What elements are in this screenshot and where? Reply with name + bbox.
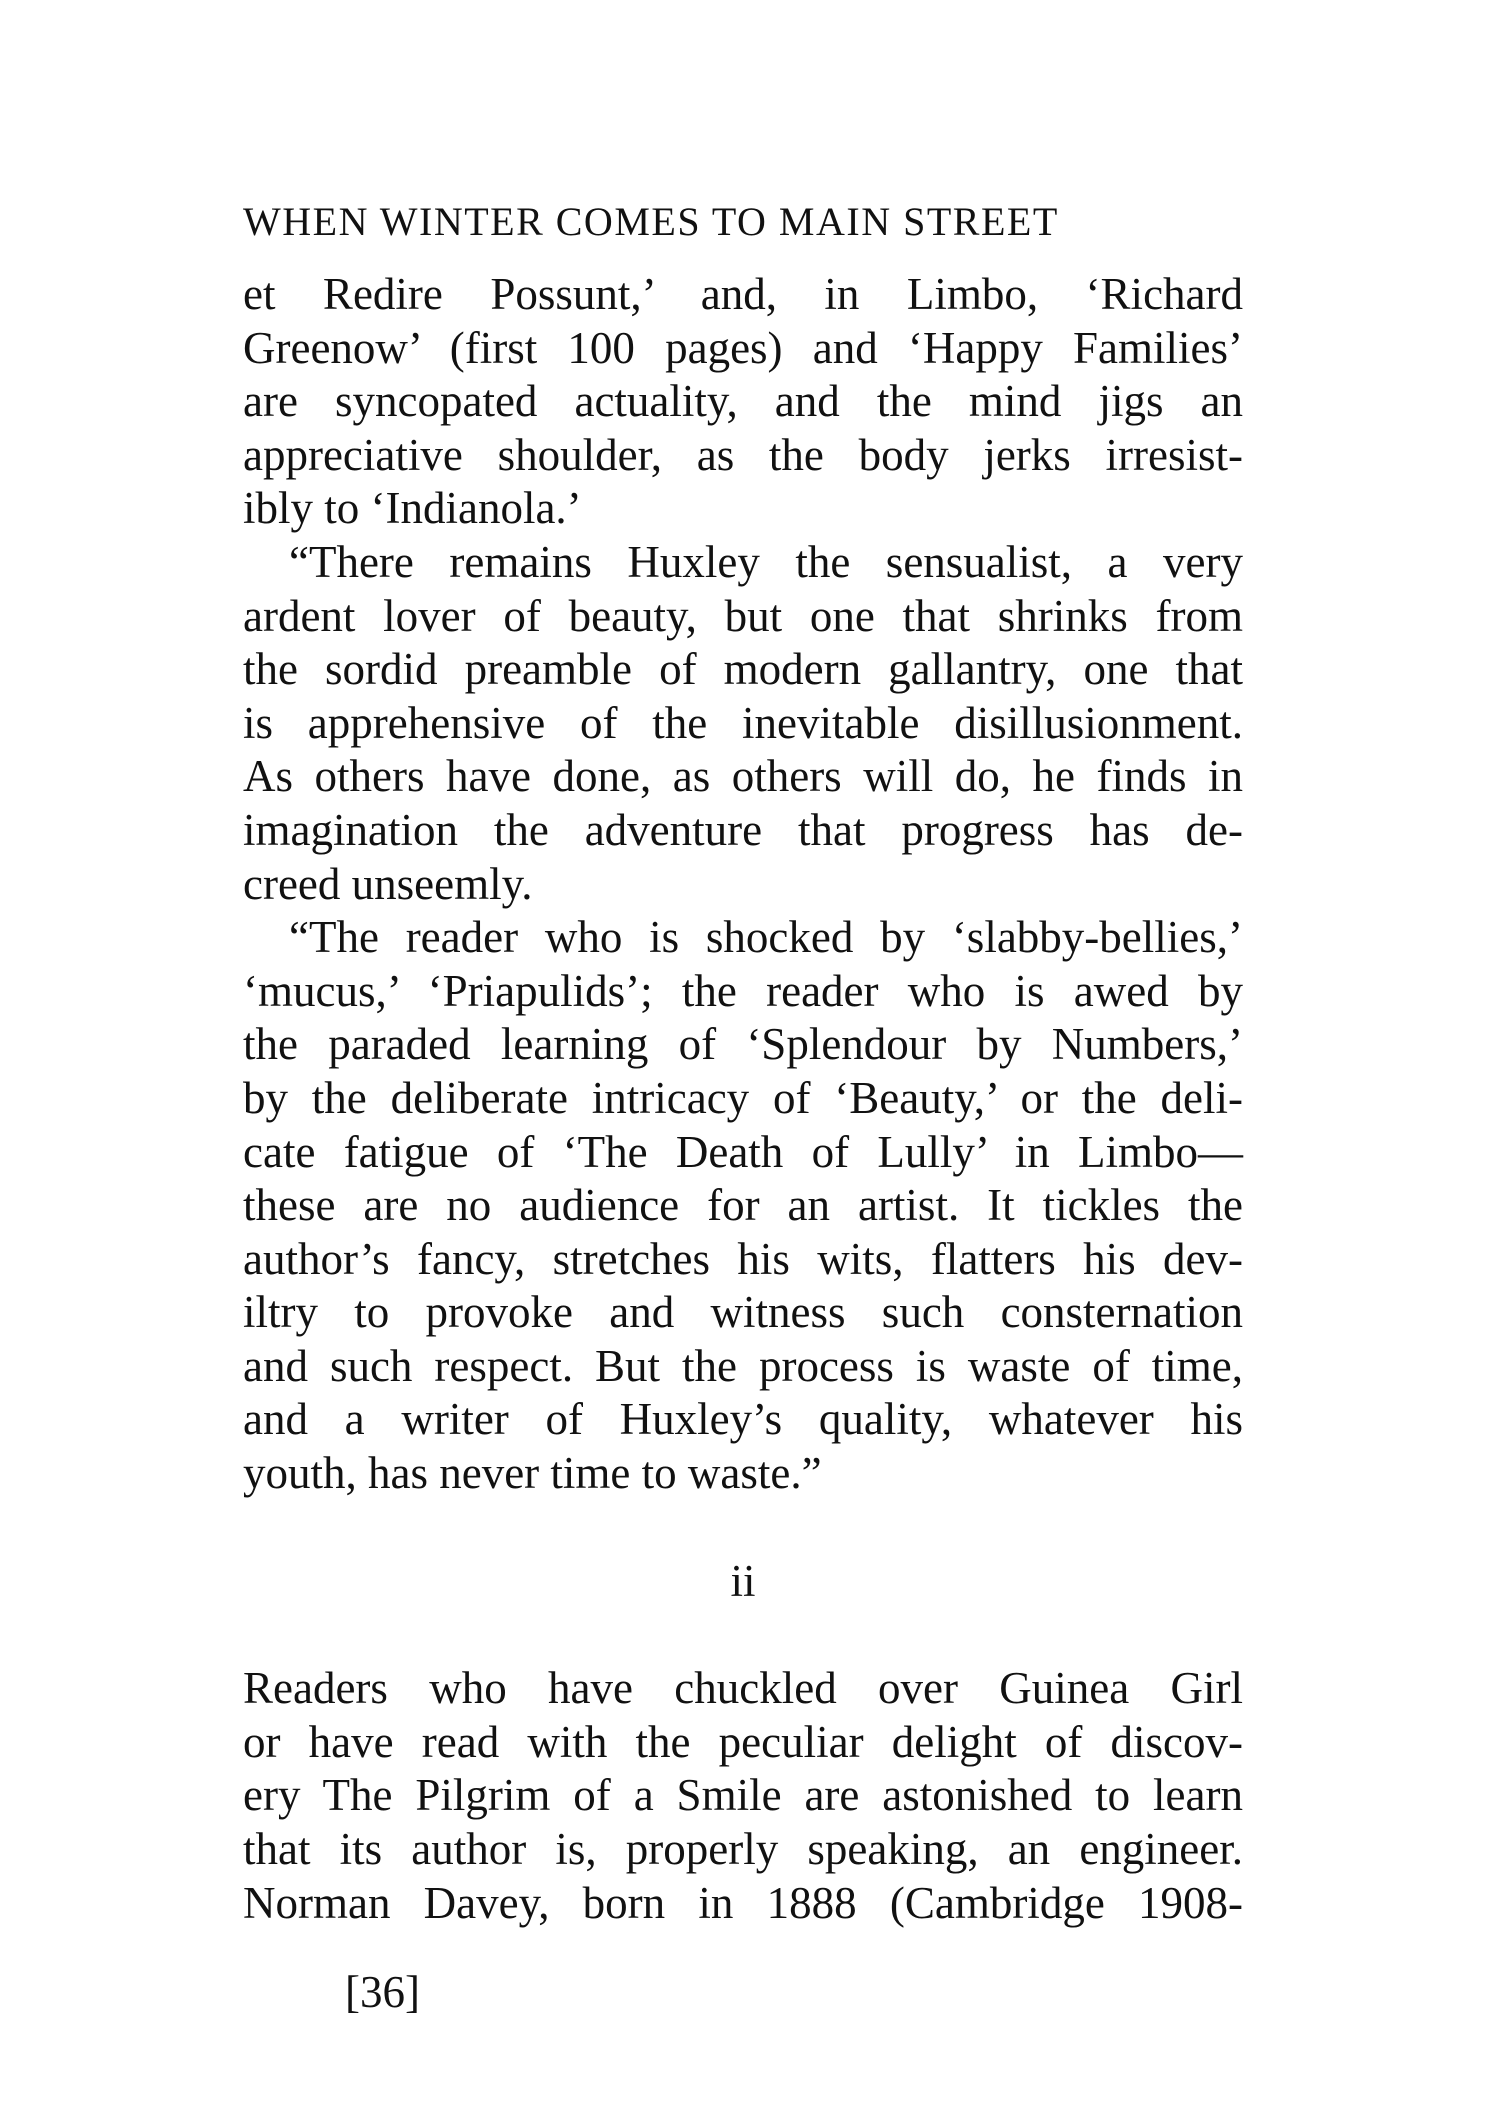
text-line: ery The Pilgrim of a Smile are astonished to learn — [243, 1770, 1243, 1821]
text-line: cate fatigue of ‘The Death of Lully’ in Limbo— — [243, 1126, 1243, 1177]
paragraph-2 — [243, 536, 1243, 911]
text-line: by the deliberate intricacy of ‘Beauty,’ or the deli- — [243, 1072, 1243, 1123]
text-line: “There remains Huxley the sensualist, a very — [289, 536, 1243, 587]
text-line: Readers who have chuckled over Guinea Girl — [243, 1663, 1243, 1714]
text-line: As others have done, as others will do, he finds in — [243, 751, 1243, 802]
text-line: and such respect. But the process is waste of time, — [243, 1340, 1243, 1391]
text-line: “The reader who is shocked by ‘slabby-bellies,’ — [289, 912, 1243, 963]
text-line: these are no audience for an artist. It tickles the — [243, 1180, 1243, 1231]
paragraph-4 — [243, 1662, 1243, 1930]
page-number: [36] — [345, 1967, 420, 2017]
body-text — [243, 268, 1243, 1930]
text-line: ardent lover of beauty, but one that shrinks from — [243, 590, 1243, 641]
text-line: author’s fancy, stretches his wits, flatters his dev- — [243, 1233, 1243, 1284]
text-line: iltry to provoke and witness such consternation — [243, 1287, 1243, 1338]
text-line: ibly to ‘Indianola.’ — [243, 483, 582, 534]
text-line: appreciative shoulder, as the body jerks irresist- — [243, 429, 1243, 480]
text-line: and a writer of Huxley’s quality, whatever his — [243, 1394, 1243, 1445]
text-line: that its author is, properly speaking, an engineer. — [243, 1824, 1243, 1875]
text-line: is apprehensive of the inevitable disillusionment. — [243, 697, 1243, 748]
running-head: WHEN WINTER COMES TO MAIN STREET — [243, 199, 1059, 244]
text-line: imagination the adventure that progress has de- — [243, 804, 1243, 855]
text-line: youth, has never time to waste.” — [243, 1448, 822, 1499]
text-line: ‘mucus,’ ‘Priapulids’; the reader who is awed by — [243, 965, 1243, 1016]
paragraph-1 — [243, 268, 1243, 536]
paragraph-3 — [243, 911, 1243, 1501]
text-line: Greenow’ (first 100 pages) and ‘Happy Families’ — [243, 322, 1243, 373]
text-line: the sordid preamble of modern gallantry, one that — [243, 644, 1243, 695]
text-line: the paraded learning of ‘Splendour by Numbers,’ — [243, 1019, 1243, 1070]
text-line: are syncopated actuality, and the mind jigs an — [243, 376, 1243, 427]
text-line: et Redire Possunt,’ and, in Limbo, ‘Richard — [243, 269, 1243, 319]
text-line: creed unseemly. — [243, 858, 533, 909]
text-line: or have read with the peculiar delight of discov- — [243, 1716, 1243, 1767]
text-line: Norman Davey, born in 1888 (Cambridge 1908- — [243, 1877, 1243, 1928]
section-number: ii — [730, 1555, 756, 1606]
